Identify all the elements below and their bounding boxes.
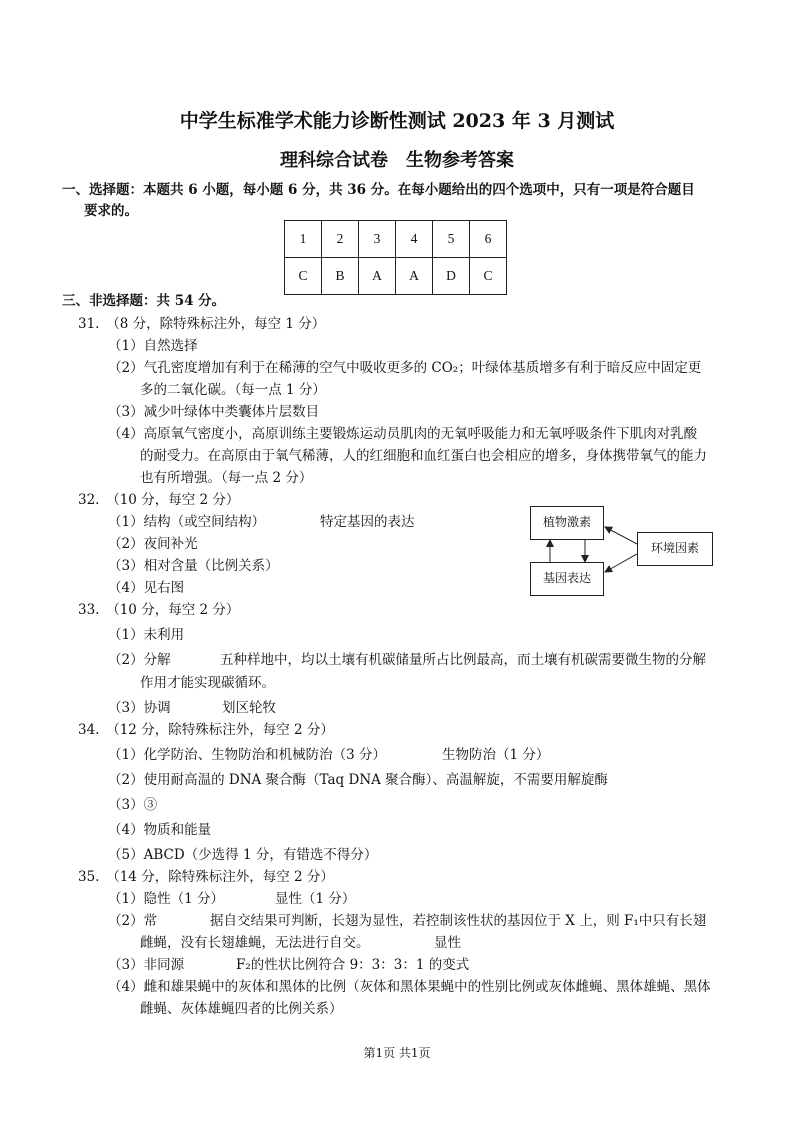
- q31-answer-2-line1: （2）气孔密度增加有利于在稀薄的空气中吸收更多的 CO₂；叶绿体基质增多有利于暗反应中固定更: [108, 360, 702, 376]
- arrow-env-to-hormone: [605, 527, 637, 544]
- q31-answer-3: （3）减少叶绿体中类囊体片层数目: [108, 404, 320, 420]
- section2-heading: 三、非选择题：共 54 分。: [62, 293, 226, 309]
- answer-cell: C: [470, 258, 507, 295]
- answer-cell: D: [433, 258, 470, 295]
- q33-answer-3a: （3）协调: [108, 700, 171, 716]
- q35-answer-2-line2b: 显性: [434, 935, 461, 951]
- q32-header: 32. （10 分，每空 2 分）: [78, 492, 240, 508]
- question-number-cell: 5: [433, 221, 470, 258]
- q35-answer-4-line1: （4）雌和雄果蝇中的灰体和黑体的比例（灰体和黑体果蝇中的性别比例或灰体雌蝇、黑体雄蝇、黑体: [108, 979, 711, 995]
- page-title: 中学生标准学术能力诊断性测试 2023 年 3 月测试: [179, 110, 615, 132]
- question-number-cell: 4: [396, 221, 433, 258]
- q34-answer-3: （3）③: [108, 797, 158, 813]
- diagram-box-plant-hormone: 植物激素: [530, 506, 604, 540]
- q32-answer-4: （4）见右图: [108, 580, 185, 596]
- q32-answer-2: （2）夜间补光: [108, 536, 198, 552]
- q31-answer-1: （1）自然选择: [108, 338, 198, 354]
- answer-cell: A: [359, 258, 396, 295]
- q31-header: 31. （8 分，除特殊标注外，每空 1 分）: [78, 316, 326, 332]
- answer-cell: A: [396, 258, 433, 295]
- q34-answer-4: （4）物质和能量: [108, 822, 212, 838]
- section1-heading-line2: 要求的。: [84, 203, 138, 219]
- q32-answer-1b: 特定基因的表达: [320, 514, 415, 530]
- question-number-cell: 1: [285, 221, 322, 258]
- q32-answer-3: （3）相对含量（比例关系）: [108, 558, 279, 574]
- q34-answer-2: （2）使用耐高温的 DNA 聚合酶（Taq DNA 聚合酶）、高温解旋，不需要用解旋酶: [108, 772, 608, 788]
- section1-heading-line1: 一、选择题：本题共 6 小题，每小题 6 分，共 36 分。在每小题给出的四个选项中，只有一项是符合题目: [62, 182, 695, 198]
- page-subtitle: 理科综合试卷 生物参考答案: [280, 150, 514, 171]
- answer-cell: B: [322, 258, 359, 295]
- question-number-cell: 6: [470, 221, 507, 258]
- q35-answer-2a: （2）常: [108, 913, 158, 929]
- q34-header: 34. （12 分，除特殊标注外，每空 2 分）: [78, 722, 334, 738]
- q34-answer-5: （5）ABCD（少选得 1 分，有错选不得分）: [108, 847, 378, 863]
- q33-answer-2-line2: 作用才能实现碳循环。: [140, 675, 275, 691]
- page-footer: 第1页 共1页: [363, 1046, 431, 1060]
- q35-answer-3b: F₂的性状比例符合 9：3：3：1 的变式: [236, 957, 470, 973]
- q31-answer-4-line1: （4）高原氧气密度小，高原训练主要锻炼运动员肌肉的无氧呼吸能力和无氧呼吸条件下肌肉对乳酸: [108, 426, 698, 442]
- q32-answer-1a: （1）结构（或空间结构）: [108, 514, 266, 530]
- diagram-box-gene-expression: 基因表达: [530, 562, 604, 596]
- q34-answer-1a: （1）化学防治、生物防治和机械防治（3 分）: [108, 747, 386, 763]
- q35-header: 35. （14 分，除特殊标注外，每空 2 分）: [78, 869, 334, 885]
- q35-answer-3a: （3）非同源: [108, 957, 185, 973]
- question-number-cell: 2: [322, 221, 359, 258]
- q33-answer-3b: 划区轮牧: [222, 700, 276, 716]
- q35-answer-2-line2a: 雌蝇，没有长翅雄蝇，无法进行自交。: [140, 935, 370, 951]
- q35-answer-4-line2: 雌蝇、灰体雄蝇四者的比例关系）: [140, 1001, 343, 1017]
- q35-answer-1a: （1）隐性（1 分）: [108, 891, 224, 907]
- diagram-box-environment: 环境因素: [637, 532, 713, 566]
- q31-answer-2-line2: 多的二氧化碳。（每一点 1 分）: [140, 382, 326, 398]
- q33-answer-2a: （2）分解: [108, 652, 171, 668]
- answer-cell: C: [285, 258, 322, 295]
- q34-answer-1b: 生物防治（1 分）: [442, 747, 550, 763]
- q31-answer-4-line2: 的耐受力。在高原由于氧气稀薄，人的红细胞和血红蛋白也会相应的增多，身体携带氧气的能力: [140, 448, 707, 464]
- q31-answer-4-line3: 也有所增强。（每一点 2 分）: [140, 470, 313, 486]
- q33-header: 33. （10 分，每空 2 分）: [78, 602, 240, 618]
- q35-answer-1b: 显性（1 分）: [275, 891, 356, 907]
- q35-answer-2b: 据自交结果可判断，长翅为显性，若控制该性状的基因位于 X 上，则 F₁中只有长翅: [210, 913, 707, 929]
- arrow-env-to-gene: [605, 554, 637, 572]
- q33-answer-1: （1）未利用: [108, 627, 185, 643]
- question-number-cell: 3: [359, 221, 396, 258]
- q33-answer-2b: 五种样地中，均以土壤有机碳储量所占比例最高，而土壤有机碳需要微生物的分解: [220, 652, 706, 668]
